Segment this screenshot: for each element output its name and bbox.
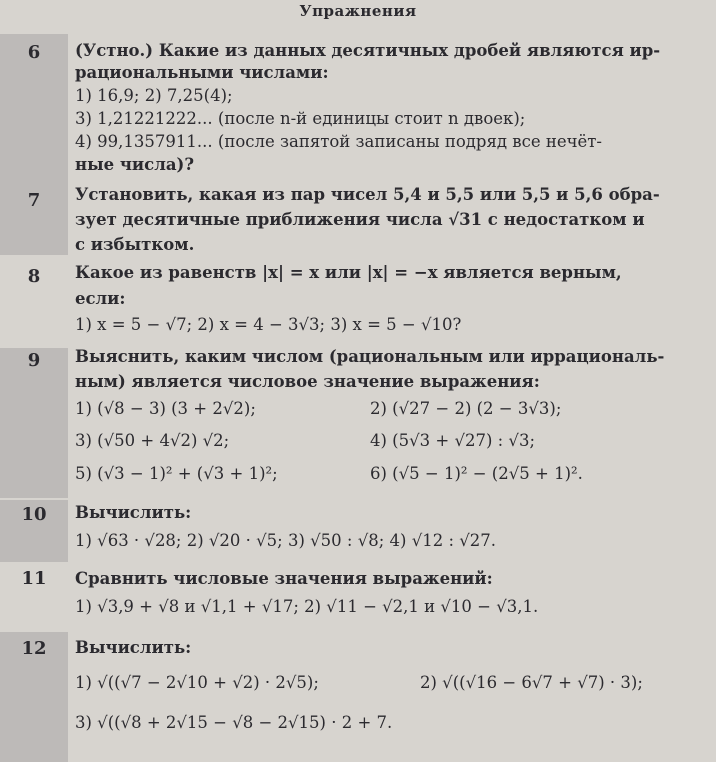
exercise-text: (Устно.) Какие из данных десятичных дробей являются ир- (75, 41, 661, 60)
exercise-text: Вычислить: (75, 503, 192, 522)
exercise-number: 6 (27, 42, 41, 63)
exercise-text: 3) √((√8 + 2√15 − √8 − 2√15) · 2 + 7. (75, 713, 393, 732)
exercise-number: 10 (21, 504, 47, 525)
exercise-text: Установить, какая из пар чисел 5,4 и 5,5 или 5,5 и 5,6 обра- (75, 185, 660, 204)
exercise-text: ным) является числовое значение выражения: (75, 372, 540, 391)
exercise-text: Вычислить: (75, 638, 192, 657)
exercise-text: 1) √((√7 − 2√10 + √2) · 2√5); (75, 673, 319, 692)
exercise-text: 3) (√50 + 4√2) √2; (75, 431, 230, 450)
page-heading: Упражнения (299, 2, 417, 20)
exercise-number: 8 (27, 266, 41, 287)
exercise-text: 1) x = 5 − √7; 2) x = 4 − 3√3; 3) x = 5 − √10? (75, 315, 462, 334)
exercise-text: 2) (√27 − 2) (2 − 3√3); (370, 399, 562, 418)
exercise-text: Сравнить числовые значения выражений: (75, 569, 493, 588)
exercise-text: с избытком. (75, 235, 195, 254)
exercise-text: 4) (5√3 + √27) : √3; (370, 431, 536, 450)
exercise-text: 4) 99,1357911... (после запятой записаны подряд все нечёт- (75, 132, 602, 151)
exercise-text: рациональными числами: (75, 63, 329, 82)
exercise-text: Какое из равенств |x| = x или |x| = −x является верным, (75, 263, 622, 282)
exercise-text: Выяснить, каким числом (рациональным или иррациональ- (75, 347, 665, 366)
exercise-text: 6) (√5 − 1)² − (2√5 + 1)². (370, 464, 583, 483)
exercise-text: 2) √((√16 − 6√7 + √7) · 3); (420, 673, 643, 692)
exercise-text: если: (75, 289, 126, 308)
exercise-text: 1) 16,9; 2) 7,25(4); (75, 86, 233, 105)
exercise-text: 5) (√3 − 1)² + (√3 + 1)²; (75, 464, 278, 483)
exercise-text: 1) (√8 − 3) (3 + 2√2); (75, 399, 256, 418)
exercise-number: 11 (21, 568, 47, 589)
exercise-text: 3) 1,21221222... (после n-й единицы стоит n двоек); (75, 109, 526, 128)
exercise-number: 12 (21, 638, 47, 659)
exercise-number: 7 (27, 190, 41, 211)
exercise-text: 1) √3,9 + √8 и √1,1 + √17; 2) √11 − √2,1 и √10 − √3,1. (75, 597, 539, 616)
exercise-text: ные числа)? (75, 155, 195, 174)
exercise-number: 9 (27, 350, 41, 371)
exercise-text: 1) √63 · √28; 2) √20 · √5; 3) √50 : √8; 4) √12 : √27. (75, 531, 497, 550)
exercise-text: зует десятичные приближения числа √31 с недостатком и (75, 210, 645, 229)
